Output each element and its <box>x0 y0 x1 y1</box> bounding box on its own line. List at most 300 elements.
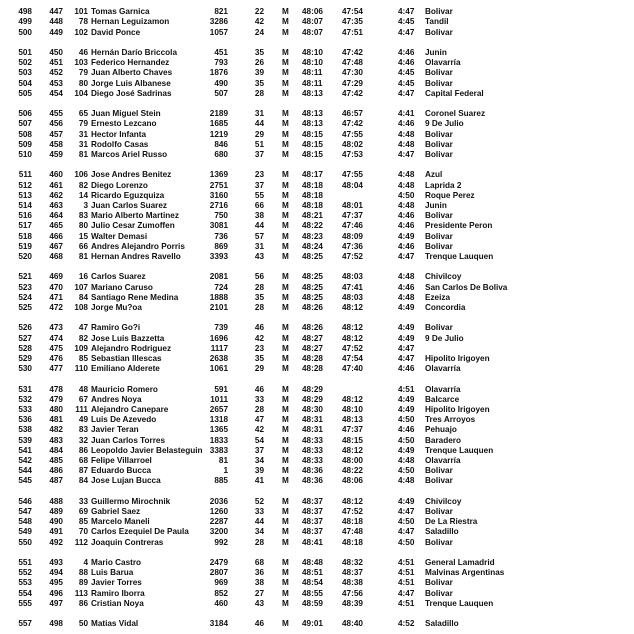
chip-time-cell: 48:39 <box>342 598 363 608</box>
bib-cell: 48 <box>78 384 88 394</box>
sex-cell: M <box>282 211 289 221</box>
bib-cell: 66 <box>78 241 88 251</box>
city-cell: Coronel Suarez <box>425 109 486 119</box>
result-row <box>0 395 634 405</box>
age-cell: 37 <box>254 180 264 190</box>
result-row <box>0 303 634 313</box>
result-row <box>0 79 634 89</box>
bib-cell: 85 <box>78 354 88 363</box>
pace-cell: 4:48 <box>398 456 415 465</box>
category-position-cell: 455 <box>49 109 63 119</box>
pace-cell: 4:51 <box>398 578 415 588</box>
dorsal-cell: 1260 <box>209 507 228 516</box>
chip-time-cell: 48:12 <box>342 394 363 404</box>
chip-time-cell: 48:03 <box>342 292 363 302</box>
bib-cell: 101 <box>74 7 88 17</box>
age-cell: 35 <box>254 354 264 363</box>
bib-cell: 109 <box>74 343 88 353</box>
age-cell: 38 <box>254 578 264 588</box>
place-cell: 512 <box>18 180 32 190</box>
city-cell: Bolivar <box>425 7 453 17</box>
city-cell: Trenque Lauquen <box>425 445 494 455</box>
age-cell: 35 <box>254 292 264 302</box>
pace-cell: 4:47 <box>398 507 415 516</box>
result-row <box>0 497 634 507</box>
sex-cell: M <box>282 364 289 374</box>
city-cell: Laprida 2 <box>425 180 462 190</box>
time-cell: 48:18 <box>302 190 323 200</box>
result-row <box>0 293 634 303</box>
time-cell: 48:27 <box>302 343 323 353</box>
pace-cell: 4:52 <box>398 619 415 629</box>
bib-cell: 112 <box>74 537 88 547</box>
age-cell: 34 <box>254 527 264 537</box>
runner-name-cell: Guillermo Mirochnik <box>91 496 171 506</box>
runner-name-cell: Javier Teran <box>91 425 139 435</box>
bib-cell: 33 <box>78 496 88 506</box>
age-cell: 55 <box>254 190 264 200</box>
dorsal-cell: 1696 <box>209 333 228 343</box>
sex-cell: M <box>282 517 289 527</box>
time-cell: 48:15 <box>302 129 323 139</box>
place-cell: 549 <box>18 527 32 537</box>
dorsal-cell: 2036 <box>209 496 228 506</box>
pace-cell: 4:46 <box>398 58 415 68</box>
runner-name-cell: Jose Lujan Bucca <box>91 476 161 486</box>
category-position-cell: 477 <box>49 364 63 374</box>
place-cell: 554 <box>18 588 32 598</box>
chip-time-cell: 47:40 <box>342 364 363 374</box>
chip-time-cell: 48:03 <box>342 272 363 282</box>
time-cell: 48:15 <box>302 139 323 149</box>
time-cell: 48:31 <box>302 415 323 425</box>
dorsal-cell: 2189 <box>209 109 228 119</box>
result-row <box>0 109 634 119</box>
category-position-cell: 452 <box>49 68 63 78</box>
sex-cell: M <box>282 119 289 129</box>
age-cell: 46 <box>254 619 264 629</box>
result-row <box>0 436 634 446</box>
time-cell: 48:37 <box>302 517 323 527</box>
place-cell: 532 <box>18 394 32 404</box>
time-cell: 48:18 <box>302 180 323 190</box>
city-cell: Hipolito Irigoyen <box>425 405 490 414</box>
runner-name-cell: Walter Demasi <box>91 231 148 241</box>
city-cell: De La Riestra <box>425 517 478 527</box>
place-cell: 507 <box>18 119 32 129</box>
pace-cell: 4:45 <box>398 68 415 78</box>
chip-time-cell: 47:55 <box>342 170 363 180</box>
city-cell: San Carlos De Boliva <box>425 282 508 292</box>
runner-name-cell: Cristian Noya <box>91 598 144 608</box>
bib-cell: 16 <box>78 272 88 282</box>
place-cell: 508 <box>18 129 32 139</box>
pace-cell: 4:46 <box>398 282 415 292</box>
category-position-cell: 495 <box>49 578 63 588</box>
place-cell: 523 <box>18 282 32 292</box>
place-cell: 524 <box>18 292 32 302</box>
result-row <box>0 89 634 99</box>
city-cell: Tandil <box>425 17 449 27</box>
runner-name-cell: Mauricio Romero <box>91 384 158 394</box>
category-position-cell: 472 <box>49 303 63 312</box>
bib-cell: 113 <box>74 588 88 598</box>
result-row <box>0 599 634 609</box>
category-position-cell: 481 <box>49 415 63 425</box>
result-row <box>0 242 634 252</box>
dorsal-cell: 724 <box>214 282 228 292</box>
bib-cell: 84 <box>78 292 88 302</box>
chip-time-cell: 47:56 <box>342 588 363 598</box>
dorsal-cell: 821 <box>214 7 228 17</box>
category-position-cell: 466 <box>49 231 63 241</box>
chip-time-cell: 48:12 <box>342 323 363 333</box>
runner-name-cell: Juan Miguel Stein <box>91 109 161 119</box>
age-cell: 26 <box>254 58 264 68</box>
age-cell: 35 <box>254 78 264 88</box>
pace-cell: 4:48 <box>398 170 415 180</box>
bib-cell: 49 <box>78 415 88 425</box>
category-position-cell: 447 <box>49 7 63 17</box>
bib-cell: 79 <box>78 119 88 129</box>
pace-cell: 4:49 <box>398 303 415 312</box>
chip-time-cell: 47:46 <box>342 221 363 231</box>
city-cell: Tres Arroyos <box>425 415 476 425</box>
place-cell: 518 <box>18 231 32 241</box>
city-cell: Bolivar <box>425 578 453 588</box>
city-cell: Bolivar <box>425 537 453 547</box>
category-position-cell: 464 <box>49 211 63 221</box>
bib-cell: 107 <box>74 282 88 292</box>
bib-cell: 84 <box>78 476 88 486</box>
dorsal-cell: 1888 <box>209 292 228 302</box>
place-cell: 551 <box>18 558 32 567</box>
pace-cell: 4:49 <box>398 323 415 333</box>
time-cell: 48:41 <box>302 537 323 547</box>
city-cell: Bolivar <box>425 78 453 88</box>
sex-cell: M <box>282 201 289 210</box>
category-position-cell: 486 <box>49 466 63 476</box>
runner-name-cell: Juan Carlos Torres <box>91 435 166 445</box>
dorsal-cell: 3393 <box>209 252 228 261</box>
pace-cell: 4:46 <box>398 425 415 435</box>
result-row <box>0 283 634 293</box>
category-position-cell: 489 <box>49 507 63 516</box>
chip-time-cell: 48:00 <box>342 456 363 465</box>
result-row <box>0 619 634 629</box>
city-cell: Bolivar <box>425 231 453 241</box>
result-row <box>0 232 634 242</box>
age-cell: 36 <box>254 568 264 578</box>
pace-cell: 4:46 <box>398 211 415 221</box>
place-cell: 546 <box>18 496 32 506</box>
result-row <box>0 130 634 140</box>
sex-cell: M <box>282 150 289 159</box>
runner-name-cell: Jorge Mu?oa <box>91 303 142 312</box>
category-position-cell: 494 <box>49 568 63 578</box>
runner-name-cell: Andres Alejandro Porris <box>91 241 185 251</box>
place-cell: 514 <box>18 201 32 210</box>
dorsal-cell: 81 <box>218 456 228 465</box>
time-cell: 48:13 <box>302 109 323 119</box>
dorsal-cell: 490 <box>214 78 228 88</box>
bib-cell: 79 <box>78 68 88 78</box>
sex-cell: M <box>282 252 289 261</box>
pace-cell: 4:51 <box>398 568 415 578</box>
sex-cell: M <box>282 190 289 200</box>
age-cell: 24 <box>254 27 264 37</box>
age-cell: 27 <box>254 588 264 598</box>
dorsal-cell: 885 <box>214 476 228 486</box>
bib-cell: 89 <box>78 578 88 588</box>
runner-name-cell: Javier Torres <box>91 578 142 588</box>
time-cell: 48:54 <box>302 578 323 588</box>
category-position-cell: 468 <box>49 252 63 261</box>
result-row <box>0 28 634 38</box>
sex-cell: M <box>282 598 289 608</box>
runner-name-cell: Emiliano Alderete <box>91 364 160 374</box>
chip-time-cell: 47:36 <box>342 241 363 251</box>
result-row <box>0 48 634 58</box>
age-cell: 54 <box>254 435 264 445</box>
place-cell: 557 <box>18 619 32 629</box>
result-row <box>0 334 634 344</box>
category-position-cell: 474 <box>49 333 63 343</box>
city-cell: 9 De Julio <box>425 333 464 343</box>
category-position-cell: 467 <box>49 241 63 251</box>
runner-name-cell: Marcos Ariel Russo <box>91 150 168 159</box>
dorsal-cell: 680 <box>214 150 228 159</box>
sex-cell: M <box>282 88 289 98</box>
chip-time-cell: 48:06 <box>342 476 363 486</box>
runner-name-cell: Luis Barua <box>91 568 134 578</box>
time-cell: 48:26 <box>302 323 323 333</box>
result-row <box>0 150 634 160</box>
result-row <box>0 476 634 486</box>
dorsal-cell: 736 <box>214 231 228 241</box>
chip-time-cell: 47:53 <box>342 150 363 159</box>
chip-time-cell: 47:48 <box>342 58 363 68</box>
result-row <box>0 385 634 395</box>
sex-cell: M <box>282 78 289 88</box>
bib-cell: 47 <box>78 323 88 333</box>
category-position-cell: 493 <box>49 558 63 567</box>
sex-cell: M <box>282 384 289 394</box>
result-row <box>0 415 634 425</box>
place-cell: 553 <box>18 578 32 588</box>
bib-cell: 108 <box>74 303 88 312</box>
bib-cell: 86 <box>78 445 88 455</box>
pace-cell: 4:47 <box>398 588 415 598</box>
runner-name-cell: Ricardo Eguzquiza <box>91 190 165 200</box>
age-cell: 66 <box>254 201 264 210</box>
category-position-cell: 461 <box>49 180 63 190</box>
city-cell: Baradero <box>425 435 461 445</box>
city-cell: Bolivar <box>425 476 453 486</box>
runner-name-cell: David Ponce <box>91 27 141 37</box>
result-row <box>0 119 634 129</box>
age-cell: 46 <box>254 323 264 333</box>
sex-cell: M <box>282 170 289 180</box>
time-cell: 48:37 <box>302 527 323 537</box>
time-cell: 48:23 <box>302 231 323 241</box>
age-cell: 37 <box>254 150 264 159</box>
time-cell: 48:17 <box>302 170 323 180</box>
dorsal-cell: 2479 <box>209 558 228 567</box>
city-cell: Chivilcoy <box>425 272 462 282</box>
dorsal-cell: 3383 <box>209 445 228 455</box>
chip-time-cell: 46:57 <box>342 109 363 119</box>
sex-cell: M <box>282 282 289 292</box>
pace-cell: 4:51 <box>398 558 415 567</box>
age-cell: 41 <box>254 476 264 486</box>
runner-name-cell: Rodolfo Casas <box>91 139 149 149</box>
age-cell: 29 <box>254 129 264 139</box>
bib-cell: 87 <box>78 466 88 476</box>
pace-cell: 4:49 <box>398 496 415 506</box>
dorsal-cell: 1365 <box>209 425 228 435</box>
bib-cell: 4 <box>83 558 88 567</box>
city-cell: 9 De Julio <box>425 119 464 129</box>
time-cell: 48:13 <box>302 88 323 98</box>
city-cell: Bolivar <box>425 139 453 149</box>
pace-cell: 4:47 <box>398 27 415 37</box>
category-position-cell: 458 <box>49 139 63 149</box>
bib-cell: 15 <box>78 231 88 241</box>
sex-cell: M <box>282 507 289 516</box>
bib-cell: 69 <box>78 507 88 516</box>
result-row <box>0 466 634 476</box>
sex-cell: M <box>282 415 289 425</box>
sex-cell: M <box>282 354 289 363</box>
city-cell: Malvinas Argentinas <box>425 568 505 578</box>
pace-cell: 4:47 <box>398 252 415 261</box>
category-position-cell: 449 <box>49 27 63 37</box>
pace-cell: 4:49 <box>398 231 415 241</box>
category-position-cell: 488 <box>49 496 63 506</box>
time-cell: 48:25 <box>302 272 323 282</box>
time-cell: 48:13 <box>302 119 323 129</box>
chip-time-cell: 48:04 <box>342 180 363 190</box>
bib-cell: 111 <box>75 405 88 414</box>
age-cell: 42 <box>254 425 264 435</box>
chip-time-cell: 48:01 <box>342 201 363 210</box>
runner-name-cell: Alejandro Rodriguez <box>91 343 172 353</box>
age-cell: 42 <box>254 17 264 27</box>
place-cell: 528 <box>18 343 32 353</box>
sex-cell: M <box>282 303 289 312</box>
runner-name-cell: Eduardo Bucca <box>91 466 152 476</box>
chip-time-cell: 48:13 <box>342 415 363 425</box>
place-cell: 550 <box>18 537 32 547</box>
place-cell: 517 <box>18 221 32 231</box>
sex-cell: M <box>282 272 289 282</box>
sex-cell: M <box>282 425 289 435</box>
result-row <box>0 507 634 517</box>
pace-cell: 4:47 <box>398 354 415 363</box>
place-cell: 555 <box>18 598 32 608</box>
runner-name-cell: Jose Andres Benitez <box>91 170 172 180</box>
place-cell: 536 <box>18 415 32 425</box>
pace-cell: 4:50 <box>398 435 415 445</box>
city-cell: Chivilcoy <box>425 496 462 506</box>
age-cell: 22 <box>254 7 264 17</box>
chip-time-cell: 48:09 <box>342 231 363 241</box>
sex-cell: M <box>282 496 289 506</box>
runner-name-cell: Hernán Darío Briccola <box>91 48 177 57</box>
age-cell: 28 <box>254 303 264 312</box>
sex-cell: M <box>282 588 289 598</box>
dorsal-cell: 2657 <box>209 405 228 414</box>
result-row <box>0 211 634 221</box>
dorsal-cell: 1318 <box>209 415 228 425</box>
runner-name-cell: Hernan Andres Ravello <box>91 252 181 261</box>
place-cell: 525 <box>18 303 32 312</box>
place-cell: 544 <box>18 466 32 476</box>
pace-cell: 4:48 <box>398 272 415 282</box>
chip-time-cell: 47:35 <box>342 17 363 27</box>
city-cell: Olavarría <box>425 58 461 68</box>
age-cell: 31 <box>254 241 264 251</box>
result-row <box>0 527 634 537</box>
place-cell: 509 <box>18 139 32 149</box>
chip-time-cell: 48:32 <box>342 558 363 567</box>
place-cell: 548 <box>18 517 32 527</box>
runner-name-cell: Santiago Rene Medina <box>91 292 179 302</box>
city-cell: Bolivar <box>425 27 453 37</box>
pace-cell: 4:47 <box>398 343 415 353</box>
result-row <box>0 405 634 415</box>
city-cell: Olavarría <box>425 456 461 465</box>
dorsal-cell: 3184 <box>209 619 228 629</box>
runner-name-cell: Luis De Azevedo <box>91 415 157 425</box>
bib-cell: 82 <box>78 333 88 343</box>
chip-time-cell: 48:12 <box>342 496 363 506</box>
category-position-cell: 459 <box>49 150 63 159</box>
category-position-cell: 463 <box>49 201 63 210</box>
runner-name-cell: Matias Vidal <box>91 619 139 629</box>
age-cell: 51 <box>254 139 264 149</box>
sex-cell: M <box>282 537 289 547</box>
time-cell: 48:36 <box>302 476 323 486</box>
pace-cell: 4:50 <box>398 190 415 200</box>
result-row <box>0 221 634 231</box>
city-cell: Ezeiza <box>425 292 451 302</box>
age-cell: 39 <box>254 68 264 78</box>
time-cell: 48:22 <box>302 221 323 231</box>
runner-name-cell: Hernan Leguizamon <box>91 17 170 27</box>
result-row <box>0 364 634 374</box>
place-cell: 498 <box>18 7 32 17</box>
pace-cell: 4:46 <box>398 364 415 374</box>
pace-cell: 4:47 <box>398 150 415 159</box>
runner-name-cell: Mario Castro <box>91 558 142 567</box>
bib-cell: 50 <box>78 619 88 629</box>
dorsal-cell: 1061 <box>209 364 228 374</box>
place-cell: 531 <box>18 384 32 394</box>
category-position-cell: 483 <box>49 435 63 445</box>
sex-cell: M <box>282 231 289 241</box>
time-cell: 48:31 <box>302 425 323 435</box>
city-cell: Bolivar <box>425 241 453 251</box>
dorsal-cell: 460 <box>214 598 228 608</box>
runner-name-cell: Andres Noya <box>91 394 142 404</box>
dorsal-cell: 739 <box>214 323 228 333</box>
pace-cell: 4:46 <box>398 221 415 231</box>
dorsal-cell: 1219 <box>209 129 228 139</box>
bib-cell: 31 <box>78 129 88 139</box>
runner-name-cell: Alejandro Canepare <box>91 405 169 414</box>
